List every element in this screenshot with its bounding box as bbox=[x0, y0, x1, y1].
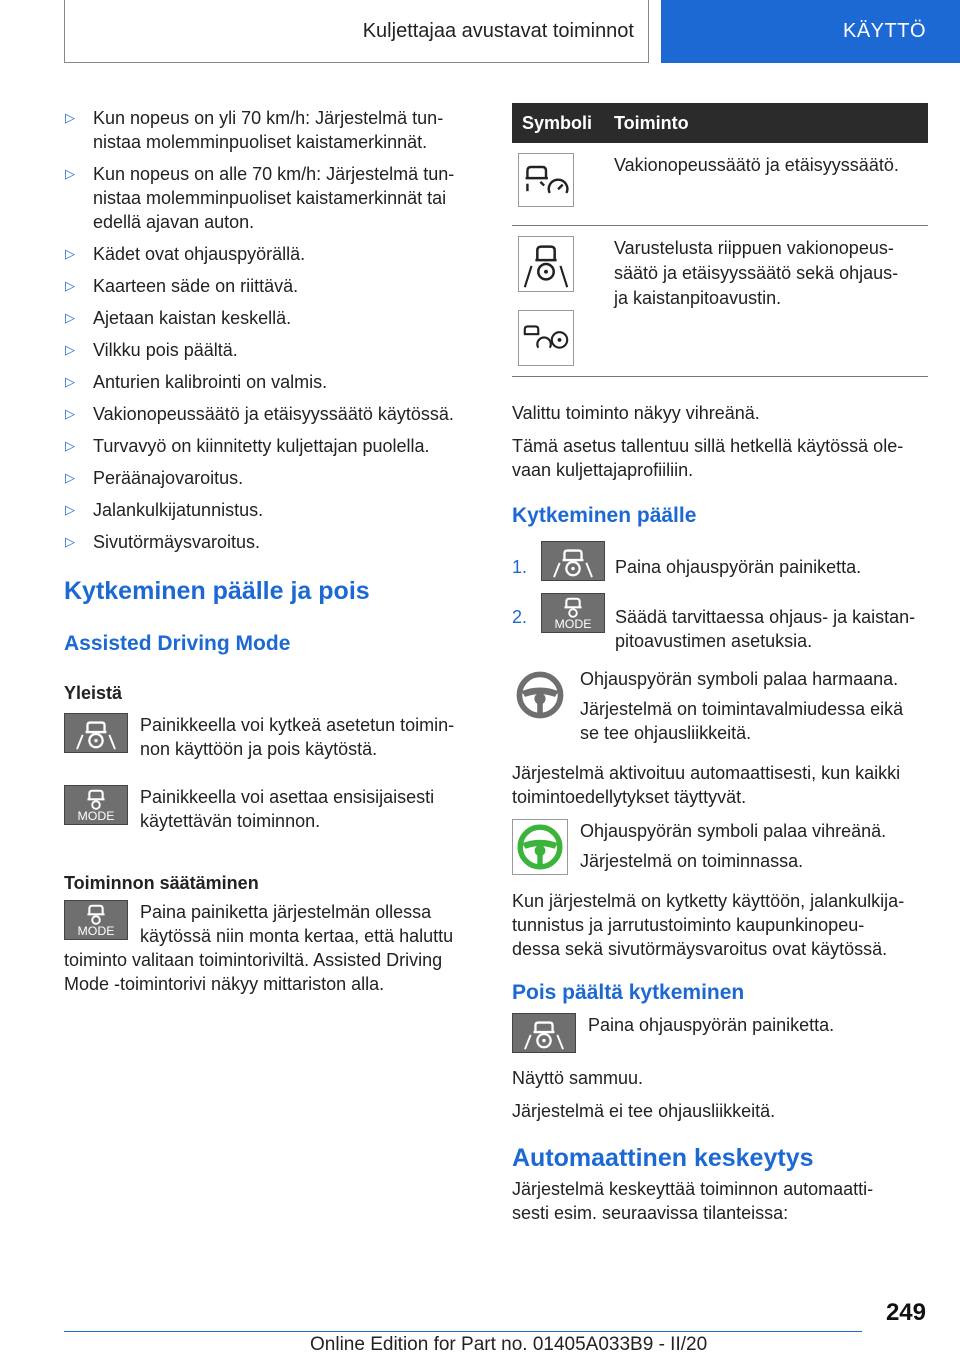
heading-assisted-driving-mode: Assisted Driving Mode bbox=[64, 632, 291, 655]
bullet-triangle-icon: ▷ bbox=[65, 406, 75, 421]
mode-button-icon bbox=[541, 593, 605, 633]
svg-text:MODE: MODE bbox=[77, 924, 115, 939]
list-item bbox=[64, 370, 476, 394]
symbol-table bbox=[512, 103, 928, 377]
list-item bbox=[64, 402, 476, 426]
list-item-text: Peräänajovaroitus. bbox=[93, 468, 244, 488]
bullet-triangle-icon: ▷ bbox=[65, 374, 75, 389]
assist-button-icon bbox=[64, 713, 128, 753]
green-wheel-row bbox=[512, 819, 928, 875]
list-item-text: Anturien kalibrointi on valmis. bbox=[93, 372, 328, 392]
off-row bbox=[512, 1013, 928, 1053]
table-cell-function: Varustelusta riippuen vakionopeus- säätö ja etäisyyssäätö sekä ohjaus- ja kaistanpitoavustin. bbox=[604, 226, 928, 377]
running-header-section: Kuljettajaa avustavat toiminnot bbox=[64, 0, 649, 63]
heading-interrupt: Automaattinen keskeytys bbox=[512, 1144, 814, 1172]
step-number: 1. bbox=[512, 557, 528, 577]
bullet-triangle-icon: ▷ bbox=[65, 502, 75, 517]
list-item bbox=[64, 466, 476, 490]
bullet-triangle-icon: ▷ bbox=[65, 342, 75, 357]
interrupt-text: Järjestelmä keskeyttää toiminnon automaatti- sesti esim. seuraavissa tilanteissa: bbox=[512, 1179, 874, 1223]
grey-text-1: Ohjauspyörän symboli palaa harmaana. bbox=[580, 669, 899, 689]
on-text: Kun järjestelmä on kytketty käyttöön, jalankulkija- tunnistus ja jarrutustoiminto kaupunkinopeu- dessa sekä sivutörmäysvaroitus ovat käytössä. bbox=[512, 891, 905, 959]
step-1 bbox=[512, 541, 928, 581]
bullet-triangle-icon: ▷ bbox=[65, 438, 75, 453]
bullet-triangle-icon: ▷ bbox=[65, 278, 75, 293]
bullet-triangle-icon: ▷ bbox=[65, 534, 75, 549]
bullet-triangle-icon: ▷ bbox=[65, 166, 75, 181]
steering-wheel-green-icon bbox=[512, 819, 568, 875]
adjust-text: Paina painiketta järjestelmän ollessa käytössä niin monta kertaa, että haluttu toiminto valitaan toimintoriviltä. Assisted Driving Mode -toimintorivi näkyy mittariston alla. bbox=[64, 902, 454, 994]
steering-assist-icon bbox=[518, 236, 574, 292]
list-item bbox=[64, 274, 476, 298]
list-item-text: Ajetaan kaistan keskellä. bbox=[93, 308, 292, 328]
bullet-triangle-icon: ▷ bbox=[65, 110, 75, 125]
general-mode-row bbox=[64, 785, 476, 833]
list-item-text: Vakionopeussäätö ja etäisyyssäätö käytössä. bbox=[93, 404, 454, 424]
svg-text:MODE: MODE bbox=[77, 809, 115, 824]
list-item-text: Kun nopeus on alle 70 km/h: Järjestelmä tun- nistaa molemminpuoliset kaistamerkinnät tai edellä ajavan auton. bbox=[93, 164, 455, 232]
list-item bbox=[64, 338, 476, 362]
list-item-text: Sivutörmäysvaroitus. bbox=[93, 532, 261, 552]
list-item-text: Jalankulkijatunnistus. bbox=[93, 500, 264, 520]
grey-wheel-row bbox=[512, 667, 928, 745]
running-header-chapter: KÄYTTÖ bbox=[661, 0, 960, 63]
heading-on: Kytkeminen päälle bbox=[512, 504, 697, 527]
display-text: Näyttö sammuu. bbox=[512, 1068, 644, 1088]
svg-text:MODE: MODE bbox=[554, 617, 592, 632]
step-2-text: Säädä tarvittaessa ohjaus- ja kaistan- pitoavustimen asetuksia. bbox=[615, 607, 916, 651]
green-text: Valittu toiminto näkyy vihreänä. bbox=[512, 403, 760, 423]
right-column bbox=[512, 103, 928, 1225]
table-header-function: Toiminto bbox=[604, 103, 928, 143]
list-item bbox=[64, 242, 476, 266]
footer-divider bbox=[64, 1331, 862, 1332]
steering-wheel-grey-icon bbox=[512, 667, 568, 723]
general-text-2: Painikkeella voi asettaa ensisijaisesti käytettävän toiminnon. bbox=[140, 787, 435, 831]
grey-text-2: Järjestelmä on toimintavalmiudessa eikä se tee ohjausliikkeitä. bbox=[580, 699, 904, 743]
page-number: 249 bbox=[885, 1299, 926, 1326]
step-number: 2. bbox=[512, 607, 528, 627]
general-text-1: Painikkeella voi kytkeä asetetun toimin- non käyttöön ja pois käytöstä. bbox=[140, 715, 455, 759]
off-text: Paina ohjauspyörän painiketta. bbox=[588, 1015, 835, 1035]
table-header-symbol: Symboli bbox=[512, 103, 604, 143]
list-item bbox=[64, 434, 476, 458]
auto-text: Järjestelmä aktivoituu automaattisesti, kun kaikki toimintoedellytykset täyttyvät. bbox=[512, 763, 901, 807]
list-item-text: Turvavyö on kiinnitetty kuljettajan puolella. bbox=[93, 436, 430, 456]
table-cell-function: Vakionopeussäätö ja etäisyyssäätö. bbox=[604, 143, 928, 226]
heading-adjust: Toiminnon säätäminen bbox=[64, 873, 259, 893]
list-item-text: Kädet ovat ohjauspyörällä. bbox=[93, 244, 306, 264]
green-text-1: Ohjauspyörän symboli palaa vihreänä. bbox=[580, 821, 887, 841]
assist-button-icon bbox=[541, 541, 605, 581]
footer-edition: Online Edition for Part no. 01405A033B9 - II/20 bbox=[310, 1334, 708, 1355]
list-item-text: Vilkku pois päältä. bbox=[93, 340, 238, 360]
left-column bbox=[64, 106, 476, 996]
cruise-steering-icon bbox=[518, 310, 574, 366]
bullet-triangle-icon: ▷ bbox=[65, 310, 75, 325]
list-item-text: Kun nopeus on yli 70 km/h: Järjestelmä tun- nistaa molemminpuoliset kaistamerkinnät. bbox=[93, 108, 444, 152]
bullet-triangle-icon: ▷ bbox=[65, 470, 75, 485]
assist-button-icon bbox=[512, 1013, 576, 1053]
list-item bbox=[64, 162, 476, 234]
table-row bbox=[512, 143, 928, 226]
saved-text: Tämä asetus tallentuu sillä hetkellä käytössä ole- vaan kuljettajaprofiiliin. bbox=[512, 436, 904, 480]
general-assist-row bbox=[64, 713, 476, 761]
mode-button-icon-2 bbox=[64, 900, 128, 940]
list-item bbox=[64, 498, 476, 522]
list-item bbox=[64, 530, 476, 554]
list-item bbox=[64, 106, 476, 154]
condition-list bbox=[64, 106, 476, 554]
table-row bbox=[512, 226, 928, 377]
list-item bbox=[64, 306, 476, 330]
nosteer-text: Järjestelmä ei tee ohjausliikkeitä. bbox=[512, 1101, 776, 1121]
step-1-text: Paina ohjauspyörän painiketta. bbox=[615, 557, 862, 577]
mode-button-icon bbox=[64, 785, 128, 825]
list-item-text: Kaarteen säde on riittävä. bbox=[93, 276, 299, 296]
heading-switch: Kytkeminen päälle ja pois bbox=[64, 577, 370, 605]
bullet-triangle-icon: ▷ bbox=[65, 246, 75, 261]
heading-general: Yleistä bbox=[64, 683, 123, 703]
heading-off: Pois päältä kytkeminen bbox=[512, 981, 745, 1004]
step-2 bbox=[512, 593, 928, 653]
green-text-2: Järjestelmä on toiminnassa. bbox=[580, 851, 804, 871]
adjust-block bbox=[64, 900, 476, 996]
cruise-control-icon bbox=[518, 153, 574, 207]
